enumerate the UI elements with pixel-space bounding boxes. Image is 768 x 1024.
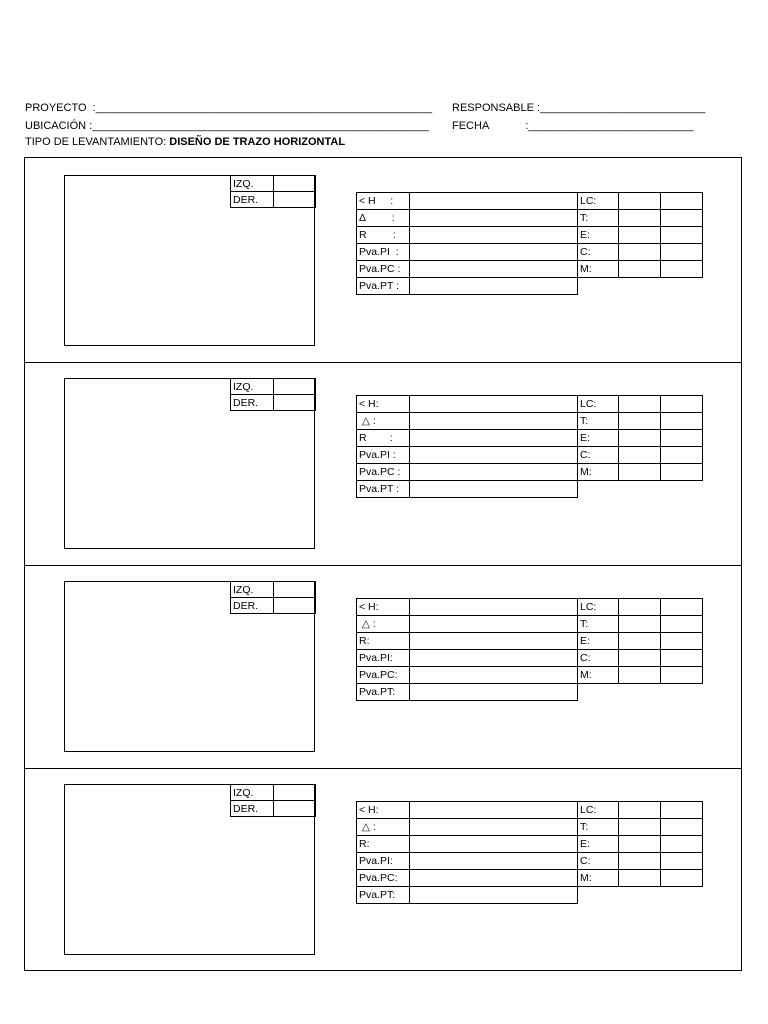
table-row bbox=[357, 227, 703, 244]
side-table bbox=[230, 378, 316, 411]
element-value[interactable] bbox=[661, 413, 703, 430]
element-value[interactable] bbox=[410, 802, 578, 819]
table-row bbox=[357, 802, 703, 819]
empty-cell bbox=[619, 887, 661, 904]
section-divider bbox=[25, 362, 741, 363]
element-label: △ : bbox=[357, 413, 410, 430]
table-row bbox=[357, 481, 703, 498]
element-value[interactable] bbox=[661, 430, 703, 447]
element-value[interactable] bbox=[619, 396, 661, 413]
element-label: C: bbox=[578, 650, 619, 667]
element-value[interactable] bbox=[410, 447, 578, 464]
element-label: T: bbox=[578, 819, 619, 836]
side-table bbox=[230, 784, 316, 817]
element-value[interactable] bbox=[410, 819, 578, 836]
curve-elements-table bbox=[356, 395, 703, 498]
element-label: Pva.PT : bbox=[357, 278, 410, 295]
izq-value[interactable] bbox=[274, 785, 316, 801]
tipo-value: DISEÑO DE TRAZO HORIZONTAL bbox=[169, 136, 346, 148]
element-label: Pva.PI: bbox=[357, 853, 410, 870]
element-label: Pva.PC : bbox=[357, 464, 410, 481]
element-value[interactable] bbox=[661, 261, 703, 278]
der-value[interactable] bbox=[274, 395, 316, 411]
element-value[interactable] bbox=[619, 836, 661, 853]
element-label: E: bbox=[578, 227, 619, 244]
element-label: LC: bbox=[578, 599, 619, 616]
element-label: Pva.PC: bbox=[357, 667, 410, 684]
element-label: M: bbox=[578, 464, 619, 481]
element-label: △ : bbox=[357, 616, 410, 633]
der-value[interactable] bbox=[274, 801, 316, 817]
element-value[interactable] bbox=[661, 667, 703, 684]
tipo-levantamiento bbox=[25, 136, 345, 148]
fecha-field[interactable]: FECHA :___________________________ bbox=[452, 120, 694, 132]
table-row bbox=[357, 447, 703, 464]
curve-elements-table bbox=[356, 192, 703, 295]
element-value[interactable] bbox=[661, 802, 703, 819]
element-label: C: bbox=[578, 853, 619, 870]
table-row bbox=[357, 210, 703, 227]
izq-value[interactable] bbox=[274, 582, 316, 598]
table-row bbox=[357, 599, 703, 616]
element-value[interactable] bbox=[410, 278, 578, 295]
section-divider bbox=[25, 565, 741, 566]
element-value[interactable] bbox=[410, 227, 578, 244]
element-label: E: bbox=[578, 633, 619, 650]
table-row bbox=[357, 278, 703, 295]
element-value[interactable] bbox=[619, 599, 661, 616]
element-label: < H : bbox=[357, 193, 410, 210]
element-label: LC: bbox=[578, 193, 619, 210]
element-value[interactable] bbox=[619, 464, 661, 481]
table-row bbox=[357, 193, 703, 210]
table-row bbox=[357, 261, 703, 278]
element-value[interactable] bbox=[619, 193, 661, 210]
element-value[interactable] bbox=[410, 413, 578, 430]
element-label: Pva.PC: bbox=[357, 870, 410, 887]
ubicacion-field[interactable]: UBICACIÓN :_______________________________________________________ bbox=[25, 120, 429, 132]
element-label: Pva.PT : bbox=[357, 481, 410, 498]
element-value[interactable] bbox=[661, 227, 703, 244]
element-label: R: bbox=[357, 836, 410, 853]
element-value[interactable] bbox=[661, 870, 703, 887]
element-label: T: bbox=[578, 413, 619, 430]
section-divider bbox=[25, 768, 741, 769]
element-value[interactable] bbox=[619, 413, 661, 430]
table-row bbox=[357, 413, 703, 430]
table-row bbox=[357, 244, 703, 261]
table-row bbox=[357, 464, 703, 481]
element-value[interactable] bbox=[410, 464, 578, 481]
table-row bbox=[357, 836, 703, 853]
element-label: LC: bbox=[578, 396, 619, 413]
element-label: < H: bbox=[357, 802, 410, 819]
element-value[interactable] bbox=[410, 667, 578, 684]
element-value[interactable] bbox=[619, 261, 661, 278]
curve-elements-table bbox=[356, 801, 703, 904]
element-label: LC: bbox=[578, 802, 619, 819]
element-label: R : bbox=[357, 430, 410, 447]
element-value[interactable] bbox=[410, 853, 578, 870]
empty-cell bbox=[661, 684, 703, 701]
element-label: R : bbox=[357, 227, 410, 244]
empty-cell bbox=[578, 278, 619, 295]
side-table bbox=[230, 581, 316, 614]
izq-label: IZQ. bbox=[231, 379, 274, 395]
table-row bbox=[357, 887, 703, 904]
element-label: Δ : bbox=[357, 210, 410, 227]
proyecto-field[interactable]: PROYECTO :_______________________________________________________ bbox=[25, 102, 433, 114]
element-label: C: bbox=[578, 244, 619, 261]
element-value[interactable] bbox=[661, 616, 703, 633]
element-value[interactable] bbox=[410, 616, 578, 633]
element-value[interactable] bbox=[661, 819, 703, 836]
element-value[interactable] bbox=[619, 447, 661, 464]
element-label: M: bbox=[578, 870, 619, 887]
element-value[interactable] bbox=[410, 261, 578, 278]
element-label: Pva.PI : bbox=[357, 244, 410, 261]
element-value[interactable] bbox=[619, 802, 661, 819]
element-value[interactable] bbox=[661, 447, 703, 464]
element-value[interactable] bbox=[661, 836, 703, 853]
element-value[interactable] bbox=[410, 244, 578, 261]
empty-cell bbox=[619, 481, 661, 498]
element-label: C: bbox=[578, 447, 619, 464]
izq-label: IZQ. bbox=[231, 582, 274, 598]
empty-cell bbox=[619, 278, 661, 295]
element-value[interactable] bbox=[410, 599, 578, 616]
side-table bbox=[230, 175, 316, 208]
element-value[interactable] bbox=[619, 870, 661, 887]
element-value[interactable] bbox=[410, 836, 578, 853]
table-row bbox=[357, 633, 703, 650]
table-row bbox=[357, 430, 703, 447]
element-label: R: bbox=[357, 633, 410, 650]
table-row bbox=[357, 819, 703, 836]
element-value[interactable] bbox=[410, 650, 578, 667]
empty-cell bbox=[661, 278, 703, 295]
element-value[interactable] bbox=[661, 193, 703, 210]
element-label: T: bbox=[578, 210, 619, 227]
element-label: E: bbox=[578, 836, 619, 853]
element-value[interactable] bbox=[410, 193, 578, 210]
element-label: < H: bbox=[357, 599, 410, 616]
element-value[interactable] bbox=[619, 667, 661, 684]
empty-cell bbox=[619, 684, 661, 701]
element-value[interactable] bbox=[661, 396, 703, 413]
element-label: Pva.PT: bbox=[357, 887, 410, 904]
element-value[interactable] bbox=[410, 396, 578, 413]
table-row bbox=[357, 667, 703, 684]
curve-elements-table bbox=[356, 598, 703, 701]
element-value[interactable] bbox=[410, 684, 578, 701]
element-value[interactable] bbox=[661, 650, 703, 667]
der-value[interactable] bbox=[274, 598, 316, 614]
element-value[interactable] bbox=[619, 633, 661, 650]
element-value[interactable] bbox=[661, 464, 703, 481]
der-value[interactable] bbox=[274, 192, 316, 208]
element-value[interactable] bbox=[619, 616, 661, 633]
element-value[interactable] bbox=[661, 244, 703, 261]
element-value[interactable] bbox=[410, 430, 578, 447]
element-label: M: bbox=[578, 667, 619, 684]
element-label: Pva.PT: bbox=[357, 684, 410, 701]
element-value[interactable] bbox=[410, 481, 578, 498]
element-value[interactable] bbox=[619, 244, 661, 261]
der-label: DER. bbox=[231, 801, 274, 817]
element-label: < H: bbox=[357, 396, 410, 413]
empty-cell bbox=[661, 481, 703, 498]
element-value[interactable] bbox=[410, 633, 578, 650]
element-label: △ : bbox=[357, 819, 410, 836]
element-label: Pva.PI : bbox=[357, 447, 410, 464]
table-row bbox=[357, 853, 703, 870]
element-label: M: bbox=[578, 261, 619, 278]
empty-cell bbox=[578, 684, 619, 701]
empty-cell bbox=[578, 887, 619, 904]
element-value[interactable] bbox=[661, 633, 703, 650]
element-label: E: bbox=[578, 430, 619, 447]
element-value[interactable] bbox=[661, 599, 703, 616]
element-value[interactable] bbox=[619, 430, 661, 447]
element-label: Pva.PC : bbox=[357, 261, 410, 278]
der-label: DER. bbox=[231, 395, 274, 411]
table-row bbox=[357, 616, 703, 633]
izq-value[interactable] bbox=[274, 379, 316, 395]
tipo-label: TIPO DE LEVANTAMIENTO: bbox=[25, 136, 170, 148]
der-label: DER. bbox=[231, 598, 274, 614]
element-value[interactable] bbox=[410, 887, 578, 904]
element-value[interactable] bbox=[619, 650, 661, 667]
element-label: Pva.PI: bbox=[357, 650, 410, 667]
element-value[interactable] bbox=[410, 210, 578, 227]
element-label: T: bbox=[578, 616, 619, 633]
table-row bbox=[357, 870, 703, 887]
element-value[interactable] bbox=[661, 210, 703, 227]
table-row bbox=[357, 650, 703, 667]
table-row bbox=[357, 684, 703, 701]
responsable-field[interactable]: RESPONSABLE :___________________________ bbox=[452, 102, 706, 114]
element-value[interactable] bbox=[410, 870, 578, 887]
izq-value[interactable] bbox=[274, 176, 316, 192]
izq-label: IZQ. bbox=[231, 176, 274, 192]
element-value[interactable] bbox=[619, 853, 661, 870]
izq-label: IZQ. bbox=[231, 785, 274, 801]
element-value[interactable] bbox=[661, 853, 703, 870]
element-value[interactable] bbox=[619, 227, 661, 244]
der-label: DER. bbox=[231, 192, 274, 208]
table-row bbox=[357, 396, 703, 413]
empty-cell bbox=[578, 481, 619, 498]
element-value[interactable] bbox=[619, 210, 661, 227]
element-value[interactable] bbox=[619, 819, 661, 836]
empty-cell bbox=[661, 887, 703, 904]
